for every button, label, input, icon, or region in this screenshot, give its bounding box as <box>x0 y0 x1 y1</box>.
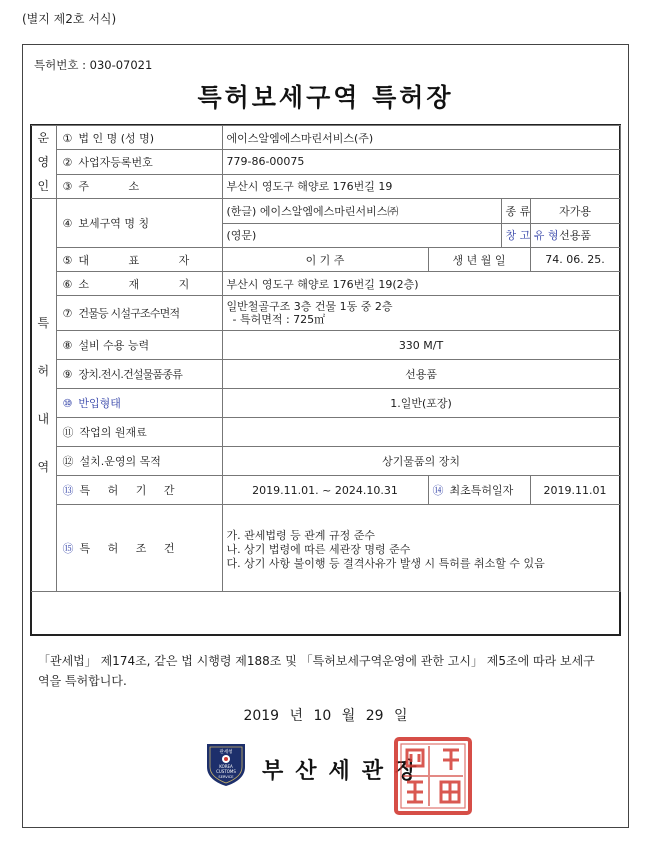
row-capacity <box>31 331 620 360</box>
label-business-reg-no: ② 사업자등록번호 <box>56 150 222 174</box>
row-zone-name <box>31 199 620 224</box>
label-import-type: ⑩ 반입형태 <box>56 389 222 418</box>
value-period: 2019.11.01. ~ 2024.10.31 <box>222 476 428 505</box>
label-warehouse-type: 창 고 유 형 <box>501 223 530 248</box>
label-raw-material: ⑪ 작업의 원재료 <box>56 418 222 447</box>
value-first-patent-date: 2019.11.01 <box>530 476 620 505</box>
condition-line-2: 나. 상기 법령에 따른 세관장 명령 준수 <box>226 543 411 556</box>
value-structure <box>222 296 620 331</box>
group-operator: 운 영 인 <box>31 126 56 199</box>
svg-text:KOREA: KOREA <box>219 764 233 769</box>
legal-basis-text: 「관세법」 제174조, 같은 법 시행령 제188조 및 「특허보세구역운영에 관한 고시」 제5조에 따라 보세구역을 특허합니다. <box>38 654 595 688</box>
value-import-type: 1.일반(포장) <box>222 389 620 418</box>
label-zone-name: ④ 보세구역 명 칭 <box>56 199 222 248</box>
row-name <box>31 126 620 150</box>
structure-line-1: 일반철골구조 3층 건물 1동 중 2층 <box>226 300 393 313</box>
value-warehouse-type: 선용품 <box>530 223 620 248</box>
row-raw-material <box>31 418 620 447</box>
value-conditions <box>222 505 620 592</box>
structure-line-2: - 특허면적 : 725㎡ <box>232 313 326 326</box>
row-period <box>31 476 620 505</box>
label-birth-date: 생 년 월 일 <box>428 248 530 272</box>
label-purpose: ⑫ 설치.운영의 목적 <box>56 447 222 476</box>
label-goods-type: ⑨ 장치.전시.건설물품종류 <box>56 360 222 389</box>
row-address <box>31 174 620 198</box>
row-location <box>31 272 620 296</box>
row-import-type <box>31 389 620 418</box>
official-seal-icon <box>393 736 473 816</box>
row-structure <box>31 296 620 331</box>
label-kind: 종 류 <box>501 199 530 224</box>
label-period: ⑬ 특 허 기 간 <box>56 476 222 505</box>
issuer-name: 부산세관장 <box>262 759 429 784</box>
value-kind: 자가용 <box>530 199 620 224</box>
value-location: 부산시 영도구 해양로 176번길 19(2층) <box>222 272 620 296</box>
svg-text:CUSTOMS: CUSTOMS <box>216 769 236 774</box>
value-goods-type: 선용품 <box>222 360 620 389</box>
value-zone-name-english: (영문) <box>222 223 501 248</box>
value-business-reg-no: 779-86-00075 <box>222 150 620 174</box>
label-address: ③ 주 소 <box>56 174 222 198</box>
label-corporate-name: ① 법 인 명 (성 명) <box>56 126 222 150</box>
value-zone-name-korean: (한글) 에이스알엠에스마린서비스㈜ <box>222 199 501 224</box>
row-representative <box>31 248 620 272</box>
condition-line-1: 가. 관세법령 등 관계 규정 준수 <box>226 529 375 542</box>
value-raw-material <box>222 418 620 447</box>
svg-text:SERVICE: SERVICE <box>218 775 234 779</box>
svg-text:관세청: 관세청 <box>219 750 233 755</box>
group-details: 특 허 내 역 <box>31 199 56 592</box>
label-conditions: ⑮ 특 허 조 건 <box>56 505 222 592</box>
value-purpose: 상기물품의 장치 <box>222 447 620 476</box>
label-capacity: ⑧ 설비 수용 능력 <box>56 331 222 360</box>
form-label: (별지 제2호 서식) <box>22 12 117 26</box>
label-structure: ⑦ 건물등 시설구조수면적 <box>56 296 222 331</box>
patent-number: 특허번호 : 030-07021 <box>34 58 153 72</box>
issue-date: 2019 년 10 월 29 일 <box>243 708 408 724</box>
patent-form-table <box>31 125 621 592</box>
row-conditions <box>31 505 620 592</box>
row-goods <box>31 360 620 389</box>
label-location: ⑥ 소 재 지 <box>56 272 222 296</box>
document-title: 특허보세구역 특허장 <box>197 83 454 112</box>
condition-line-3: 다. 상기 사항 불이행 등 결격사유가 발생 시 특허를 취소할 수 있음 <box>226 557 545 570</box>
row-reg-no <box>31 150 620 174</box>
label-representative: ⑤ 대 표 자 <box>56 248 222 272</box>
value-representative: 이 기 주 <box>222 248 428 272</box>
value-address: 부산시 영도구 해양로 176번길 19 <box>222 174 620 198</box>
value-capacity: 330 M/T <box>222 331 620 360</box>
value-corporate-name: 에이스알엠에스마린서비스(주) <box>222 126 620 150</box>
label-first-patent-date: ⑭ 최초특허일자 <box>428 476 530 505</box>
row-purpose <box>31 447 620 476</box>
value-birth-date: 74. 06. 25. <box>530 248 620 272</box>
customs-emblem-icon <box>203 741 249 787</box>
